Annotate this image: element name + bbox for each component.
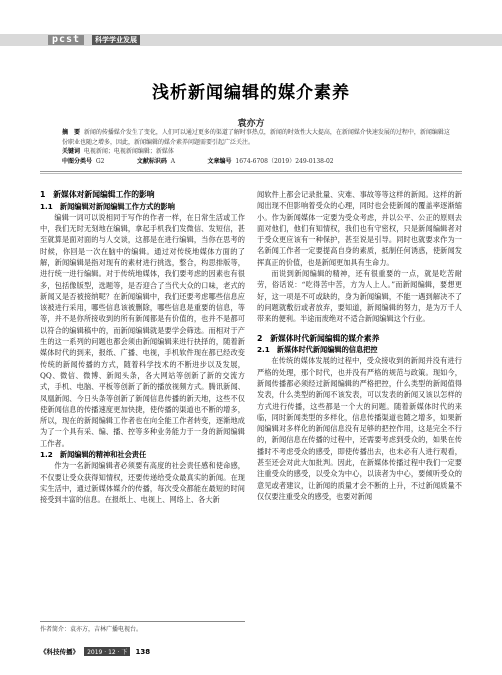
body-paragraph: 作为一名新闻编辑者必须要有高度的社会责任感和使命感，不仅要让受众获得知情权，还要传递给受众最真实的新闻。在现实生活中，通过新媒体媒介的传播，每次受众都能在最短的时间接受到丰富的信息。在报纸上、电视上、网络上、各大新 bbox=[40, 461, 245, 505]
clc-label: 中图分类号 bbox=[62, 158, 93, 165]
subsection-heading: 2.1 新媒体时代新闻编辑的信息把控 bbox=[257, 345, 378, 355]
body-paragraph: 在传统的媒体发展的过程中，受众接收到的新闻并没有进行严格的处理，那个时代，也并没有严格的规范与政策。现如今，新闻传播都必须经过新闻编辑的严格把控，什么类型的新闻值得发表，什么类型的新闻不该发表，可以发表的新闻又该以怎样的方式进行传播，这些都是一个大的问题。随着新媒体时代的来临，同时新闻类型的多样化，信息传播渠道也随之增多，如果新闻编辑对多样化的新闻信息没有足够的把控作用，这是完全不行的，新闻信息在传播的过程中，还需要考虑到受众的，如果在传播时不考虑受众的感受，即使传播出去，也未必有人进行观看，甚至还会对此大加批判。因此，在新媒体传播过程中我们一定要注重受众的感受，以受众为中心，以读者为中心，要倾听受众的意见或者建议，让新闻的质量才会不断的上升，不过新闻质量不仅仅要注重受众的感受，也要对新闻 bbox=[257, 356, 462, 501]
doc-value: A bbox=[170, 158, 176, 165]
body-paragraph: 编辑一词可以说相同于写作的作者一样，在日常生活或工作中，我们无时无刻地在编辑，拿起手机我们发微信、发短信，甚至就算是面对面的与人交谈，这都是在进行编辑，当你在思考的时候，你回是一次在脑中的编辑。通过对传统地媒体方面的了解，新闻编辑是指对现有的素材进行挑选，整合，构思排版等，进行统一进行编辑。对于传统地媒体，我们要考虑的因素也有很多，包括像版型，选题等，是否迎合了当代大众的口味，老式的新闻又是否被接纳呢？在新闻编辑中，我们还要考虑哪些信息应该被进行采用，哪些信息该被删除，哪些信息是重要的信息，等等，并不是你所接收到的所有新闻都是有价值的，也并不是都可以符合的编辑稿中的，而新闻编辑就是要学会筛选。而相对于产生的这一系列的问题也都会须由新闻编辑来进行抉择的，随着新媒体时代的到来，报纸、广播、电视，手机软件现在都已经改变传统的新闻传播的方式，随着科学技术的不断进步以及发展，QQ、微信、微博、新闻头条，各大网站等创新了新的交流方式，手机、电脑、平板等创新了新的播放视频方式。腾讯新闻、凤凰新闻、今日头条等创新了新闻信息传播的新天地，这些不仅使新闻信息的传播速度更加快捷，使传播的渠道也不断的增多，所以，现在的新闻编辑工作者也在向全能工作者转变，逐渐地成为了一个具有采、编、播、控等多种业务能力于一身的新闻编辑工作者。 bbox=[40, 212, 245, 448]
subsection-heading: 1.2 新闻编辑的精神和社会责任 bbox=[40, 450, 147, 460]
section-heading: 2 新媒体时代新闻编辑的媒介素养 bbox=[257, 333, 380, 343]
left-column bbox=[40, 189, 245, 506]
article-no-value: 1674-6708（2019）249-0138-02 bbox=[235, 158, 334, 165]
journal-name: 《科技传播》 bbox=[40, 648, 79, 656]
clc-value: G2 bbox=[95, 158, 105, 165]
right-column bbox=[257, 189, 462, 502]
keywords-label: 关键词 bbox=[62, 148, 81, 155]
doc-label: 文献标识码 bbox=[136, 158, 167, 165]
page-footer bbox=[40, 647, 150, 656]
abstract-text: 新闻的传播媒介发生了变化，人们可以通过更多的渠道了解时事热点，新闻的时效性大大提高，在新闻媒介快速发展的过程中，新闻编辑这份职业也随之增多，因此，新闻编辑的媒介素养问题需要引起广泛关注。 bbox=[62, 129, 450, 146]
issue-tag: 2019 · 12 · 下 bbox=[84, 647, 130, 656]
section-heading: 1 新媒体对新闻编辑工作的影响 bbox=[40, 190, 155, 199]
header-rule bbox=[40, 171, 462, 172]
header-rule-thin bbox=[40, 173, 462, 174]
keywords bbox=[62, 147, 452, 157]
article-author: 袁亦方 bbox=[237, 119, 265, 129]
author-footnote: 作者简介：袁亦方，吉林广播电视台。 bbox=[40, 626, 143, 633]
spacer bbox=[257, 325, 462, 333]
abstract bbox=[62, 128, 452, 148]
body-paragraph: 而说到新闻编辑的精神，还有很重要的一点，就是吃苦耐劳，俗话说：“吃得苦中苦，方为人上人。”而新闻编辑，要想更好，这一项是不可或缺的，身为新闻编辑，不能一遇到解决不了的问题就敷衍或者放弃，要知道，新闻编辑的努力，是为万千人带来的便利。半途而废绝对不适合新闻编辑这个行业。 bbox=[257, 269, 462, 324]
journal-logo: pcst bbox=[48, 35, 84, 45]
article-title: 浅析新闻编辑的媒介素养 bbox=[152, 83, 350, 103]
abstract-label: 摘 要 bbox=[62, 129, 81, 136]
article-no-label: 文章编号 bbox=[207, 158, 232, 165]
subsection-heading: 1.1 新闻编辑对新闻编辑工作方式的影响 bbox=[40, 201, 175, 211]
classification-line bbox=[62, 157, 462, 167]
keywords-text: 电视新闻；电视新闻编辑；新媒体 bbox=[83, 148, 174, 155]
section-label: 科学学业发展 bbox=[92, 35, 140, 45]
page-number: 138 bbox=[135, 648, 151, 656]
body-paragraph: 闻软件上都会记录批量、灾难、事故等等这样的新闻。这样的新闻出现不但影响着受众的心理，同时也会使新闻的覆盖率逐渐缩小。作为新闻媒体一定要为受众考虑，并以公平、公正的原则去面对他们，他们有知情权，我们也有守密权，只是新闻编辑者对于受众更应该有一种保护，甚至说是引导。同时也就要求作为一名新闻工作者一定要提高自身的素质，抵制任何诱惑，使新闻发挥真正的价值，也是新闻更加具有生命力。 bbox=[257, 190, 462, 267]
footnote-rule bbox=[40, 621, 245, 622]
